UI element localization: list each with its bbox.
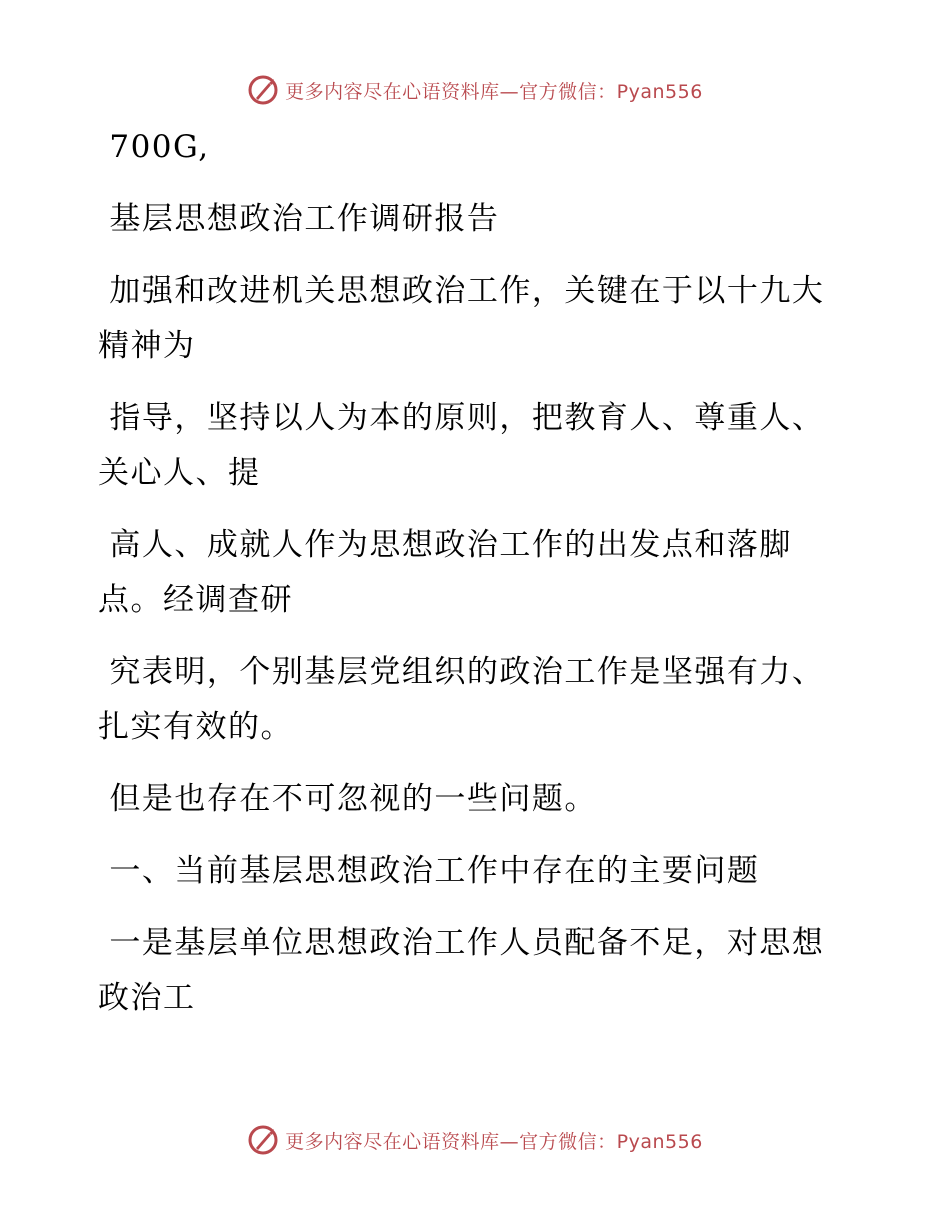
footer-banner — [0, 1120, 950, 1160]
paragraph: 高人、成就人作为思想政治工作的出发点和落脚点。经调查研 — [98, 527, 792, 618]
paragraph: 究表明，个别基层党组织的政治工作是坚强有力、扎实有效的。 — [98, 654, 825, 745]
paragraph: 指导，坚持以人为本的原则，把教育人、尊重人、关心人、提 — [98, 400, 825, 491]
paragraph: 但是也存在不可忽视的一些问题。 — [98, 781, 597, 817]
paragraph: 700G, — [98, 129, 210, 165]
paragraph: 一是基层单位思想政治工作人员配备不足，对思想政治工 — [98, 925, 825, 1016]
quill-pen-icon — [247, 74, 279, 106]
paragraph: 基层思想政治工作调研报告 — [98, 201, 500, 237]
paragraph: 加强和改进机关思想政治工作，关键在于以十九大精神为 — [98, 273, 825, 364]
banner-text: 更多内容尽在心语资料库—官方微信：Pyan556 — [285, 80, 703, 103]
header-banner — [0, 70, 950, 110]
banner-text: 更多内容尽在心语资料库—官方微信：Pyan556 — [285, 1130, 703, 1153]
quill-pen-icon — [247, 1124, 279, 1156]
document-body — [98, 120, 838, 1026]
paragraph: 一、当前基层思想政治工作中存在的主要问题 — [98, 853, 760, 889]
